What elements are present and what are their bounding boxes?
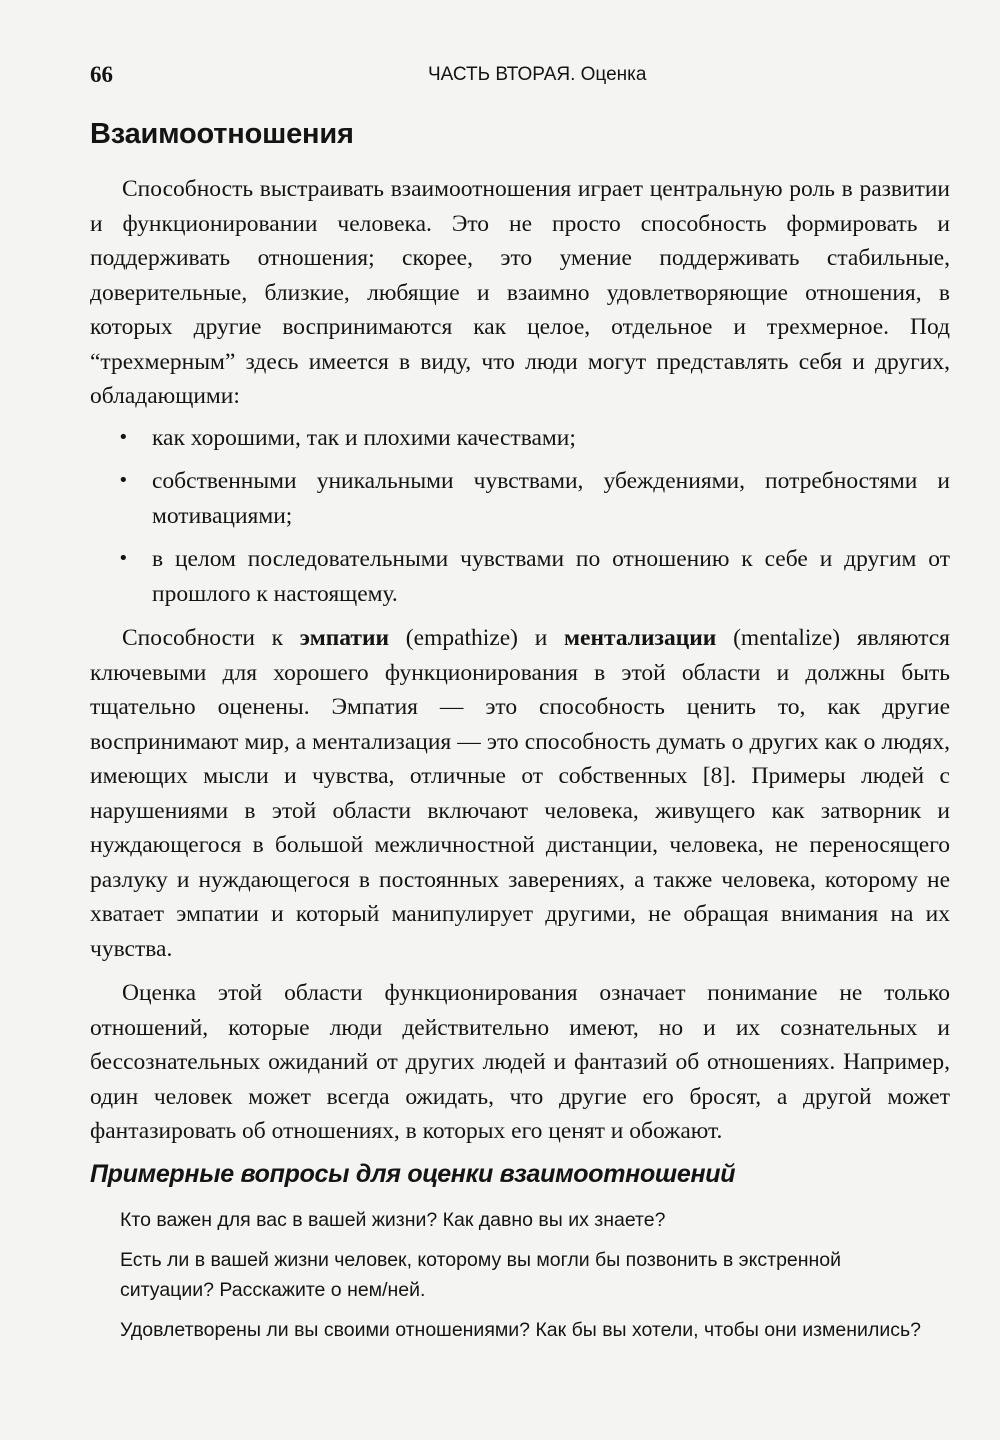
question-item: Удовлетворены ли вы своими отношениями? Как бы вы хотели, чтобы они изменились? [120, 1319, 921, 1341]
section-body [90, 172, 950, 1149]
question-item: Кто важен для вас в вашей жизни? Как давно вы их знаете? [120, 1209, 666, 1231]
list-item-text: как хорошими, так и плохими качествами; [152, 424, 576, 451]
list-item [90, 542, 950, 611]
bullet-icon: • [118, 548, 129, 569]
page-number: 66 [90, 62, 113, 87]
sample-questions [120, 1205, 930, 1355]
term-mentalization: ментализации [564, 625, 717, 651]
running-head: ЧАСТЬ ВТОРАЯ. Оценка [428, 64, 647, 85]
intro-paragraph: Способность выстраивать взаимоотношения играет центральную роль в развитии и функционировании человека. Это не просто способность формировать и поддерживать отношения; скорее, это умение поддерживать стабильные, доверительные, близкие, любящие и взаимно удовлетворяющие отношения, в которых другие воспринимаются как целое, отдельное и трехмерное. Под “трехмерным” здесь имеется в виду, что люди могут представлять себя и других, обладающими: [90, 176, 950, 409]
empathy-text-2: (empathize) и [389, 625, 565, 651]
page-header [90, 62, 920, 94]
list-item [90, 421, 950, 456]
subsection-title: Примерные вопросы для оценки взаимоотношений [90, 1160, 736, 1188]
assessment-paragraph: Оценка этой области функционирования означает понимание не только отношений, которые люди действительно имеют, но и их сознательных и бессознательных ожиданий от других людей и фантазий об отношениях. Например, один человек может всегда ожидать, что другие его бросят, а другой может фантазировать об отношениях, в которых его ценят и обожают. [90, 980, 950, 1144]
list-item-text: собственными уникальными чувствами, убеждениями, потребностями и мотивациями; [152, 468, 950, 529]
bullet-icon: • [118, 470, 129, 491]
list-item [90, 464, 950, 533]
section-title: Взаимоотношения [90, 118, 354, 150]
empathy-text-1: Способности к [122, 625, 300, 651]
bullet-list [90, 421, 950, 612]
empathy-paragraph [90, 621, 950, 966]
bullet-icon: • [118, 426, 129, 448]
list-item-text: в целом последовательными чувствами по отношению к себе и другим от прошлого к настоящему. [152, 546, 950, 607]
empathy-text-3: (mentalize) являются ключевыми для хорошего функционирования в этой области и должны быть тщательно оценены. Эмпатия — это способность ценить то, как другие воспринимают мир, а ментализация — это способность думать о других как о людях, имеющих мысли и чувства, отличные от собственных [8]. Примеры людей с нарушениями в этой области включают человека, живущего как затворник и нуждающегося в большой межличностной дистанции, человека, не переносящего разлуку и нуждающегося в постоянных заверениях, а также человека, которому не хватает эмпатии и который манипулирует другими, не обращая внимания на их чувства. [90, 625, 950, 962]
question-item: Есть ли в вашей жизни человек, которому вы могли бы позвонить в экстренной ситуации? Расскажите о нем/ней. [120, 1249, 842, 1301]
term-empathy: эмпатии [299, 625, 390, 651]
